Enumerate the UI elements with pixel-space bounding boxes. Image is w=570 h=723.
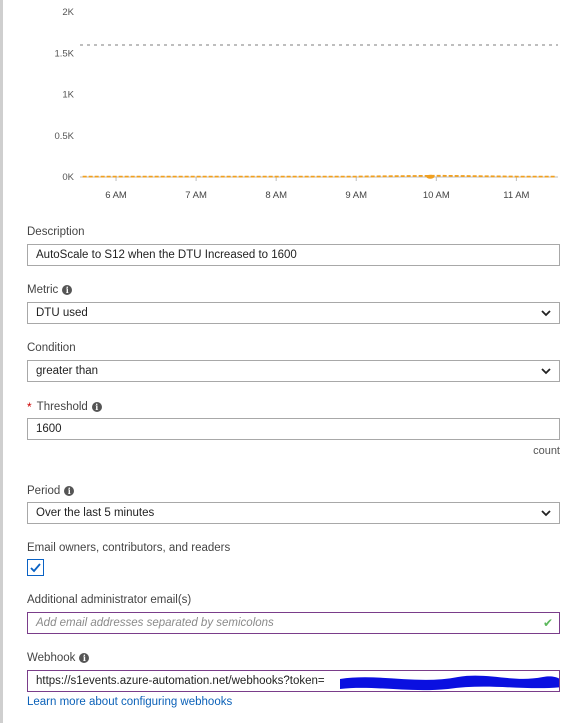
period-value: Over the last 5 minutes [36, 507, 155, 519]
y-tick-label: 1.5K [54, 48, 74, 60]
checkmark-icon [29, 561, 42, 574]
additional-email-label-text: Additional administrator email(s) [27, 594, 192, 606]
y-tick-label: 0K [62, 172, 74, 183]
info-icon[interactable]: i [64, 486, 74, 496]
metric-label-text: Metric [27, 284, 59, 296]
x-tick-label: 8 AM [265, 190, 287, 201]
y-tick-label: 2K [62, 7, 74, 18]
period-label [27, 485, 74, 497]
chevron-down-icon [541, 308, 551, 318]
chart-svg [0, 0, 570, 210]
email-owners-label-text: Email owners, contributors, and readers [27, 542, 231, 554]
valid-check-icon: ✔ [542, 616, 553, 630]
description-label [27, 226, 85, 238]
period-label-text: Period [27, 485, 61, 497]
webhook-input[interactable] [27, 670, 560, 692]
additional-email-label [27, 594, 191, 606]
y-tick-label: 0.5K [54, 130, 74, 142]
chevron-down-icon [541, 508, 551, 518]
webhook-label-text: Webhook [27, 652, 76, 664]
threshold-label-text: Threshold [36, 401, 88, 413]
additional-email-placeholder: Add email addresses separated by semicolons [36, 617, 274, 629]
email-owners-label [27, 542, 230, 554]
series-point [426, 175, 434, 179]
x-tick-label: 10 AM [422, 190, 450, 201]
x-tick-label: 7 AM [185, 190, 207, 201]
metric-label [27, 284, 72, 296]
webhook-value: https://s1events.azure-automation.net/webhooks?token= [36, 675, 325, 687]
condition-select[interactable] [27, 360, 560, 382]
threshold-unit: count [533, 445, 560, 457]
metric-value: DTU used [36, 307, 88, 319]
additional-email-input[interactable] [27, 612, 560, 634]
x-tick-label: 9 AM [345, 190, 368, 201]
redaction-scribble [338, 671, 560, 692]
info-icon[interactable]: i [79, 653, 89, 663]
learn-more-link[interactable]: Learn more about configuring webhooks [27, 696, 233, 708]
chevron-down-icon [541, 366, 551, 376]
description-label-text: Description [27, 226, 85, 238]
period-select[interactable] [27, 502, 560, 524]
x-tick-label: 6 AM [105, 190, 127, 201]
metric-chart [0, 0, 570, 210]
threshold-value: 1600 [36, 423, 62, 435]
info-icon[interactable]: i [62, 285, 72, 295]
info-icon[interactable]: i [92, 402, 102, 412]
threshold-input[interactable] [27, 418, 560, 440]
metric-select[interactable] [27, 302, 560, 324]
description-input[interactable] [27, 244, 560, 266]
y-tick-label: 1K [62, 89, 74, 101]
description-value: AutoScale to S12 when the DTU Increased to 1600 [36, 249, 297, 261]
series-line [83, 176, 557, 177]
threshold-label [27, 400, 102, 414]
condition-label [27, 342, 76, 354]
condition-value: greater than [36, 365, 99, 377]
required-asterisk: * [27, 400, 32, 414]
x-tick-label: 11 AM [503, 190, 530, 201]
email-owners-checkbox[interactable] [27, 559, 44, 576]
condition-label-text: Condition [27, 342, 76, 354]
webhook-label [27, 652, 89, 664]
